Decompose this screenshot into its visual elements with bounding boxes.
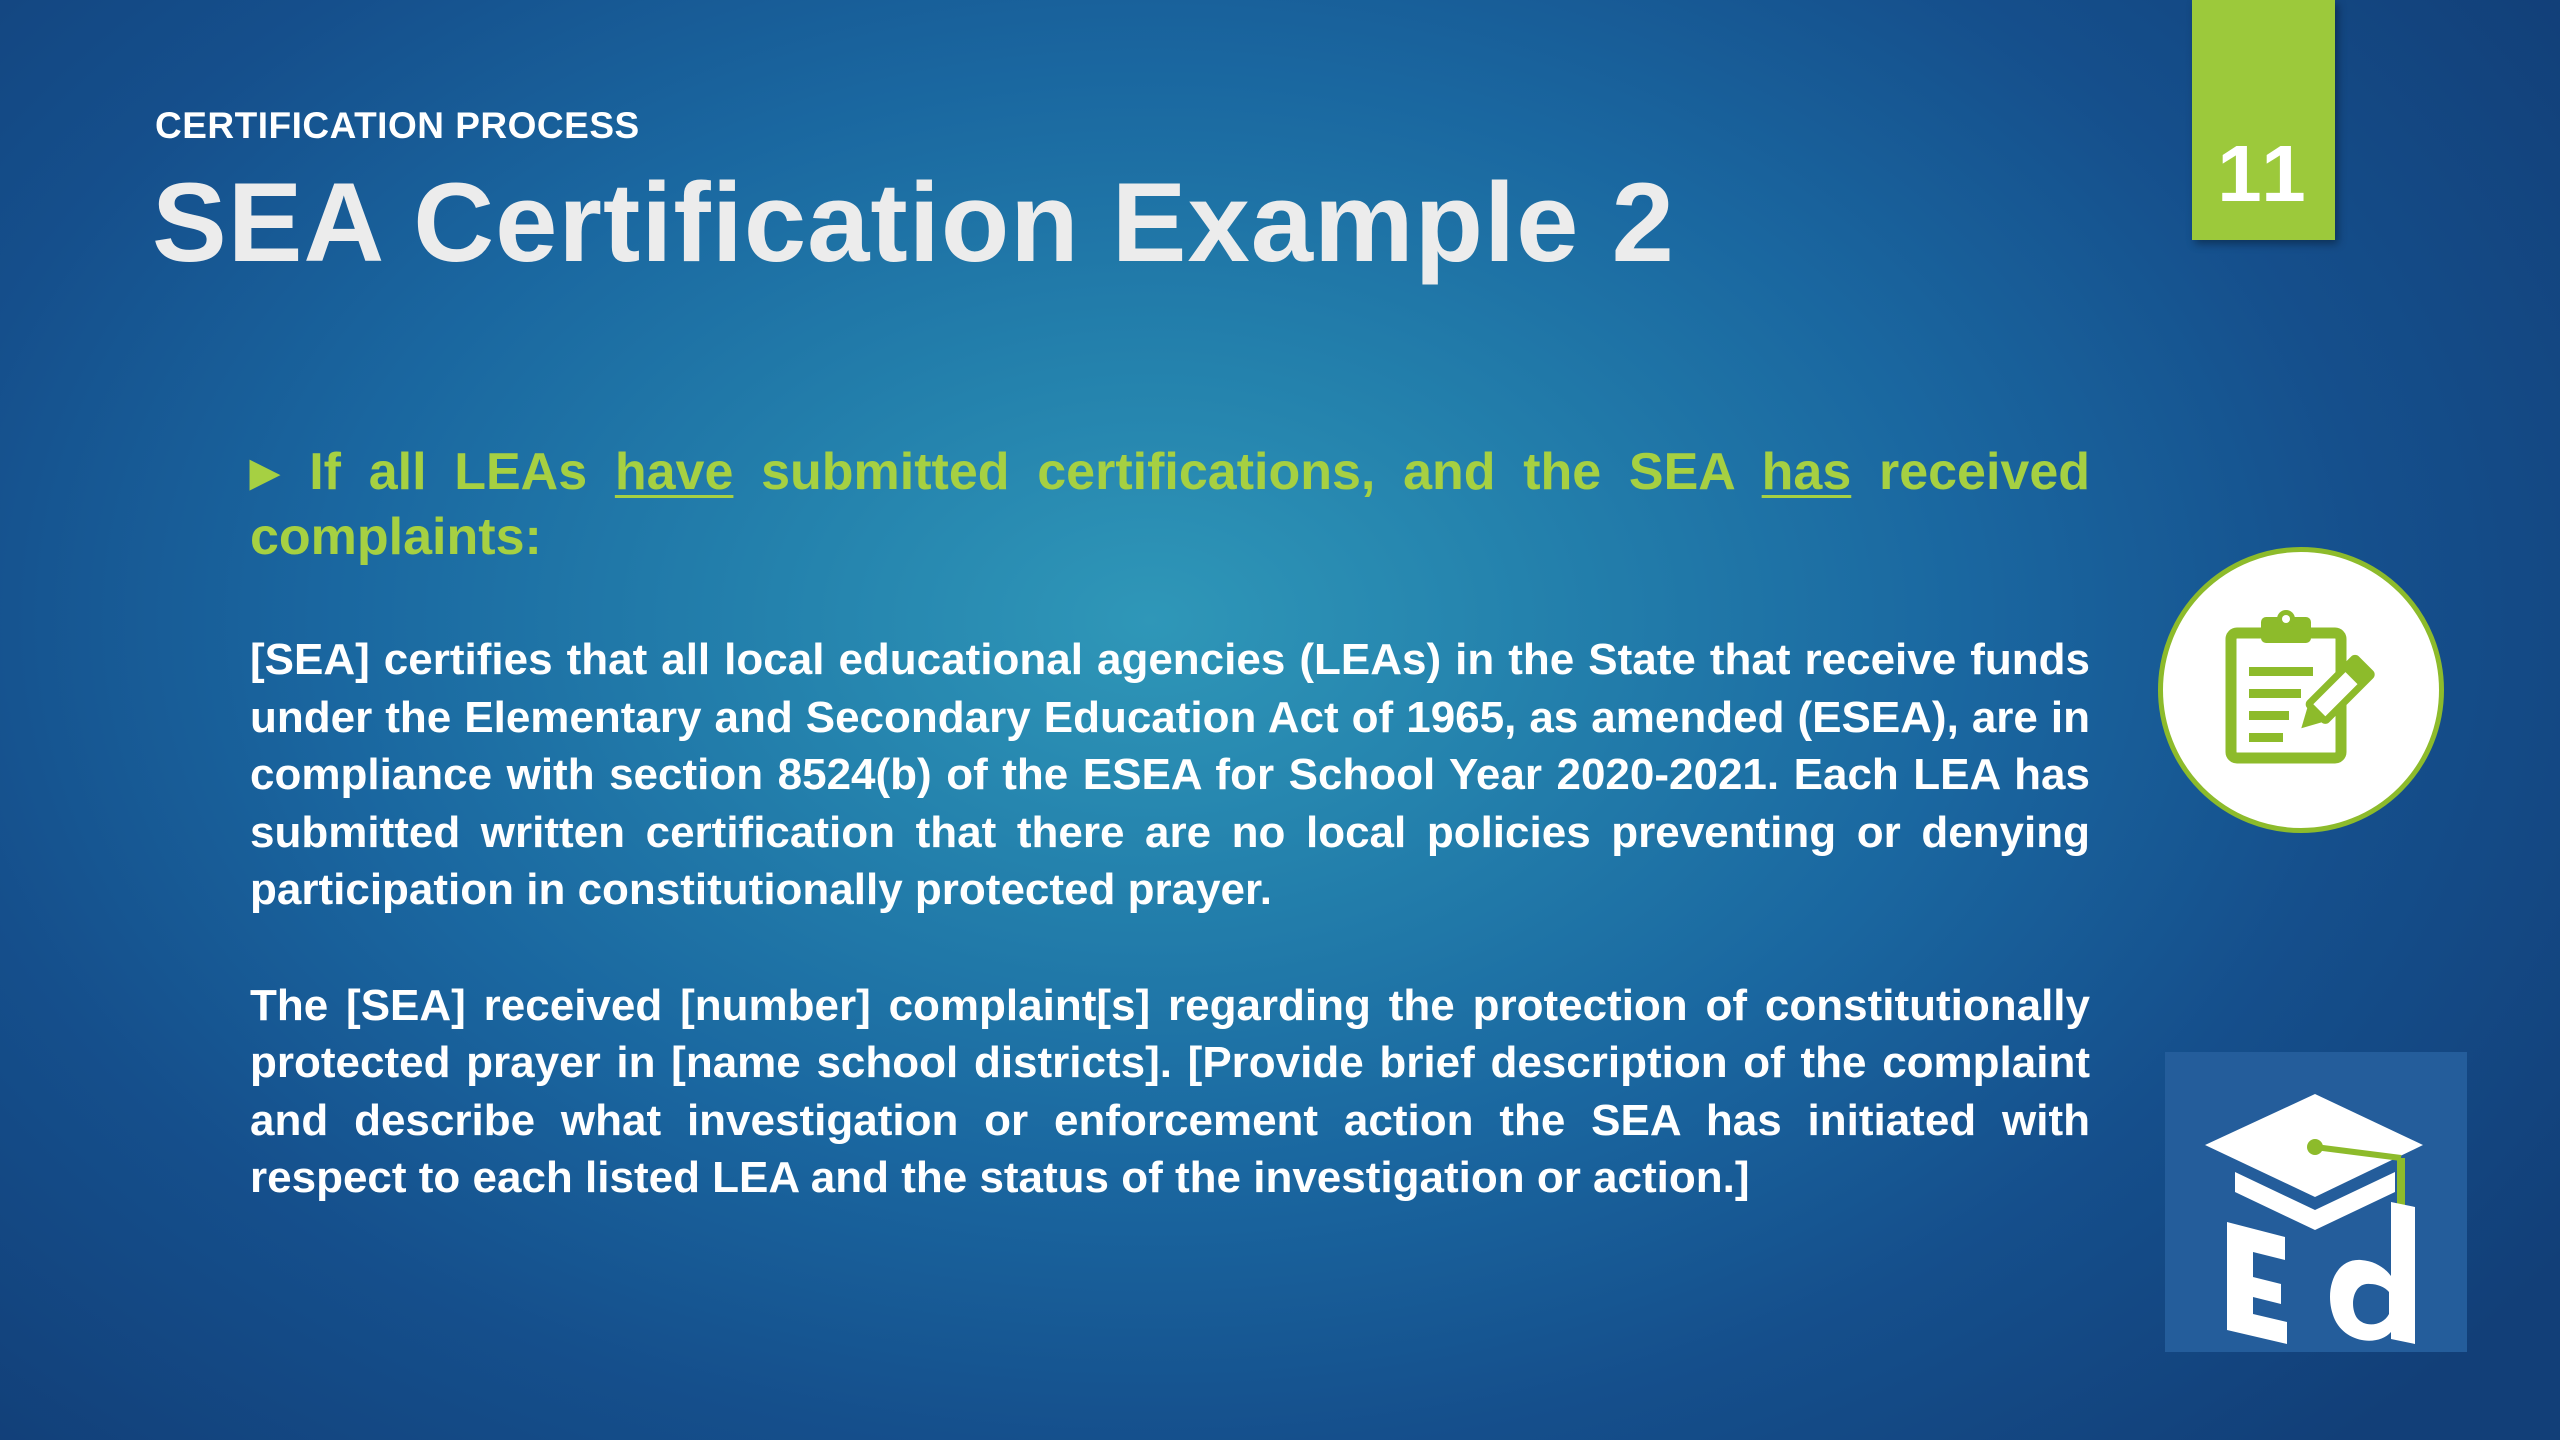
ed-logo bbox=[2165, 1052, 2467, 1352]
certification-paragraph: [SEA] certifies that all local educational agencies (LEAs) in the State that receive funds under the Elementary and Secondary Education Act of 1965, as amended (ESEA), are in compliance with section 8524(b) of the ESEA for School Year 2020-2021. Each LEA has submitted written certification that there are no local policies preventing or denying participation in constitutionally protected prayer. bbox=[250, 635, 2090, 914]
slide-content bbox=[250, 440, 2090, 1207]
section-kicker: CERTIFICATION PROCESS bbox=[155, 105, 640, 146]
bullet-arrow-icon: ▶ bbox=[250, 452, 280, 494]
bullet-text-3: received complaints: bbox=[250, 443, 2091, 566]
page-number: 11 bbox=[2217, 129, 2310, 218]
bullet-text-2: submitted certifications, and the SEA bbox=[733, 443, 1762, 501]
page-number-tab bbox=[2192, 0, 2335, 240]
slide-title: SEA Certification Example 2 bbox=[152, 160, 1675, 285]
bullet-text-1: If all LEAs bbox=[309, 443, 615, 501]
complaint-paragraph: The [SEA] received [number] complaint[s] regarding the protection of constitutionally protected prayer in [name school districts]. [Provide brief description of the complaint and describe what investigation or enforcement action the SEA has initiated with respect to each listed LEA and the status of the investigation or action.] bbox=[250, 980, 2090, 1202]
graduation-cap-ed-icon bbox=[2165, 1052, 2467, 1352]
bullet-heading bbox=[250, 440, 2090, 569]
clipboard-badge bbox=[2158, 547, 2444, 833]
bullet-emphasis-has: has bbox=[1761, 443, 1852, 501]
bullet-emphasis-have: have bbox=[614, 443, 734, 501]
clipboard-pencil-icon bbox=[2216, 605, 2386, 775]
